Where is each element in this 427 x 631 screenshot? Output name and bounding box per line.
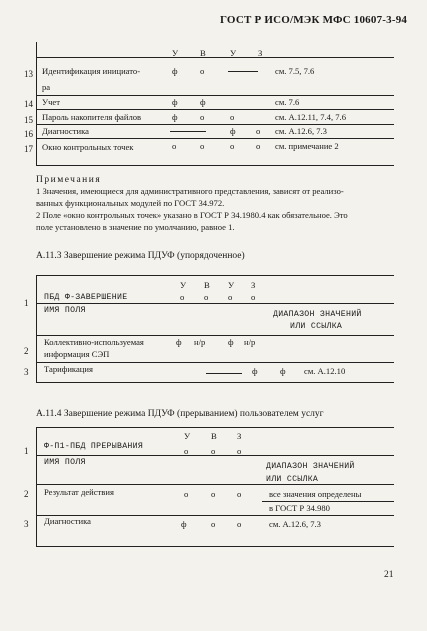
field-name-header: ИМЯ ПОЛЯ xyxy=(44,458,86,467)
cell-value: о xyxy=(200,66,205,76)
row-number: 15 xyxy=(24,115,33,125)
dash-mark xyxy=(228,71,258,72)
row-divider xyxy=(36,335,394,336)
cell-value: о xyxy=(172,141,177,151)
row-name: Тарификация xyxy=(44,364,93,374)
row-divider xyxy=(36,95,394,96)
table-border xyxy=(36,427,394,428)
cell-value: ф xyxy=(228,337,234,347)
cell-value: о xyxy=(204,292,209,302)
cell-ref: в ГОСТ Р 34.980 xyxy=(269,503,330,513)
cell-value: н/р xyxy=(194,337,206,347)
cell-value: о xyxy=(200,141,205,151)
note-text: поле установлено в значение по умолчанию, равное 1. xyxy=(36,222,235,232)
row-number: 13 xyxy=(24,69,33,79)
row-name: информация СЭП xyxy=(44,349,110,359)
col-header: У xyxy=(184,431,191,441)
range-header: ИЛИ ССЫЛКА xyxy=(266,475,319,484)
table-border xyxy=(36,427,37,547)
row-number: 1 xyxy=(24,446,29,456)
cell-ref: все значения определены xyxy=(269,489,362,499)
row-divider xyxy=(36,138,394,139)
row-number: 3 xyxy=(24,367,29,377)
row-number: 16 xyxy=(24,129,33,139)
row-divider xyxy=(262,501,394,502)
table-border xyxy=(36,382,394,383)
col-header: З xyxy=(258,48,263,58)
col-header: В xyxy=(204,280,210,290)
pdu-name: ПБД Ф-ЗАВЕРШЕНИЕ xyxy=(44,293,128,302)
col-header: В xyxy=(200,48,206,58)
col-header: У xyxy=(180,280,187,290)
section-title: A.11.4 Завершение режима ПДУФ (прерыванием) пользователем услуг xyxy=(36,409,324,419)
row-name: Идентификация инициато- xyxy=(42,66,141,76)
cell-value: о xyxy=(184,446,189,456)
cell-value: ф xyxy=(172,112,178,122)
table-border xyxy=(36,275,37,383)
row-name: Учет xyxy=(42,97,60,107)
cell-value: ф xyxy=(172,66,178,76)
note-text: 1 Значения, имеющиеся для административного представления, зависят от реализо- xyxy=(36,186,344,196)
row-divider xyxy=(36,109,394,110)
cell-value: ф xyxy=(176,337,182,347)
range-header: ДИАПАЗОН ЗНАЧЕНИЙ xyxy=(266,462,355,471)
cell-value: о xyxy=(237,519,242,529)
cell-ref: см. А.12.11, 7.4, 7.6 xyxy=(275,112,346,122)
row-divider xyxy=(36,303,394,304)
row-name: Результат действия xyxy=(44,487,114,497)
cell-ref: см. примечание 2 xyxy=(275,141,339,151)
range-header: ИЛИ ССЫЛКА xyxy=(290,322,343,331)
row-divider xyxy=(36,124,394,125)
cell-value: ф xyxy=(200,97,206,107)
cell-ref: см. 7.6 xyxy=(275,97,300,107)
col-header: В xyxy=(211,431,217,441)
cell-value: ф xyxy=(280,366,286,376)
row-number: 14 xyxy=(24,99,33,109)
row-number: 1 xyxy=(24,298,29,308)
row-divider xyxy=(36,362,394,363)
row-name: Диагностика xyxy=(44,516,91,526)
row-number: 17 xyxy=(24,144,33,154)
page-number: 21 xyxy=(384,570,394,580)
cell-value: ф xyxy=(181,519,187,529)
cell-value: о xyxy=(237,489,242,499)
cell-ref: см. А.12.6, 7.3 xyxy=(275,126,327,136)
table-border xyxy=(36,546,394,547)
field-name-header: ИМЯ ПОЛЯ xyxy=(44,306,86,315)
table-border xyxy=(36,57,394,58)
cell-ref: см. А.12.6, 7.3 xyxy=(269,519,321,529)
cell-value: о xyxy=(228,292,233,302)
row-divider xyxy=(36,455,394,456)
row-name: Окно контрольных точек xyxy=(42,142,134,152)
row-divider xyxy=(36,484,394,485)
cell-value: н/р xyxy=(244,337,256,347)
cell-value: о xyxy=(200,112,205,122)
cell-value: о xyxy=(256,126,261,136)
pdu-name: Ф-П1-ПБД ПРЕРЫВАНИЯ xyxy=(44,442,144,451)
cell-value: о xyxy=(211,489,216,499)
row-name: ра xyxy=(42,82,51,92)
cell-value: о xyxy=(237,446,242,456)
table-border xyxy=(36,42,37,166)
dash-mark xyxy=(170,131,206,132)
table-border xyxy=(36,165,394,166)
cell-value: о xyxy=(180,292,185,302)
cell-value: о xyxy=(230,112,235,122)
cell-value: ф xyxy=(252,366,258,376)
row-number: 3 xyxy=(24,519,29,529)
notes-title: Примечания xyxy=(36,175,102,185)
row-name: Диагностика xyxy=(42,126,89,136)
col-header: У xyxy=(228,280,235,290)
table-border xyxy=(36,275,394,276)
page-header: ГОСТ Р ИСО/МЭК МФС 10607-3-94 xyxy=(220,14,408,26)
section-title: A.11.3 Завершение режима ПДУФ (упорядоченное) xyxy=(36,251,245,261)
cell-value: о xyxy=(251,292,256,302)
col-header: З xyxy=(251,280,256,290)
cell-value: о xyxy=(230,141,235,151)
cell-value: ф xyxy=(172,97,178,107)
note-text: 2 Поле «окно контрольных точек» указано в ГОСТ Р 34.1980.4 как обязательное. Это xyxy=(36,210,348,220)
cell-value: о xyxy=(211,519,216,529)
cell-ref: см. 7.5, 7.6 xyxy=(275,66,315,76)
col-header: У xyxy=(230,48,237,58)
col-header: У xyxy=(172,48,179,58)
row-number: 2 xyxy=(24,489,29,499)
dash-mark xyxy=(206,373,242,374)
row-number: 2 xyxy=(24,346,29,356)
col-header: З xyxy=(237,431,242,441)
row-name: Пароль накопителя файлов xyxy=(42,112,142,122)
cell-value: о xyxy=(184,489,189,499)
cell-ref: см. А.12.10 xyxy=(304,366,346,376)
note-text: ванных функциональных модулей по ГОСТ 34.972. xyxy=(36,198,225,208)
range-header: ДИАПАЗОН ЗНАЧЕНИЙ xyxy=(273,310,362,319)
row-name: Коллективно-используемая xyxy=(44,337,144,347)
cell-value: о xyxy=(211,446,216,456)
cell-value: о xyxy=(256,141,261,151)
cell-value: ф xyxy=(230,126,236,136)
